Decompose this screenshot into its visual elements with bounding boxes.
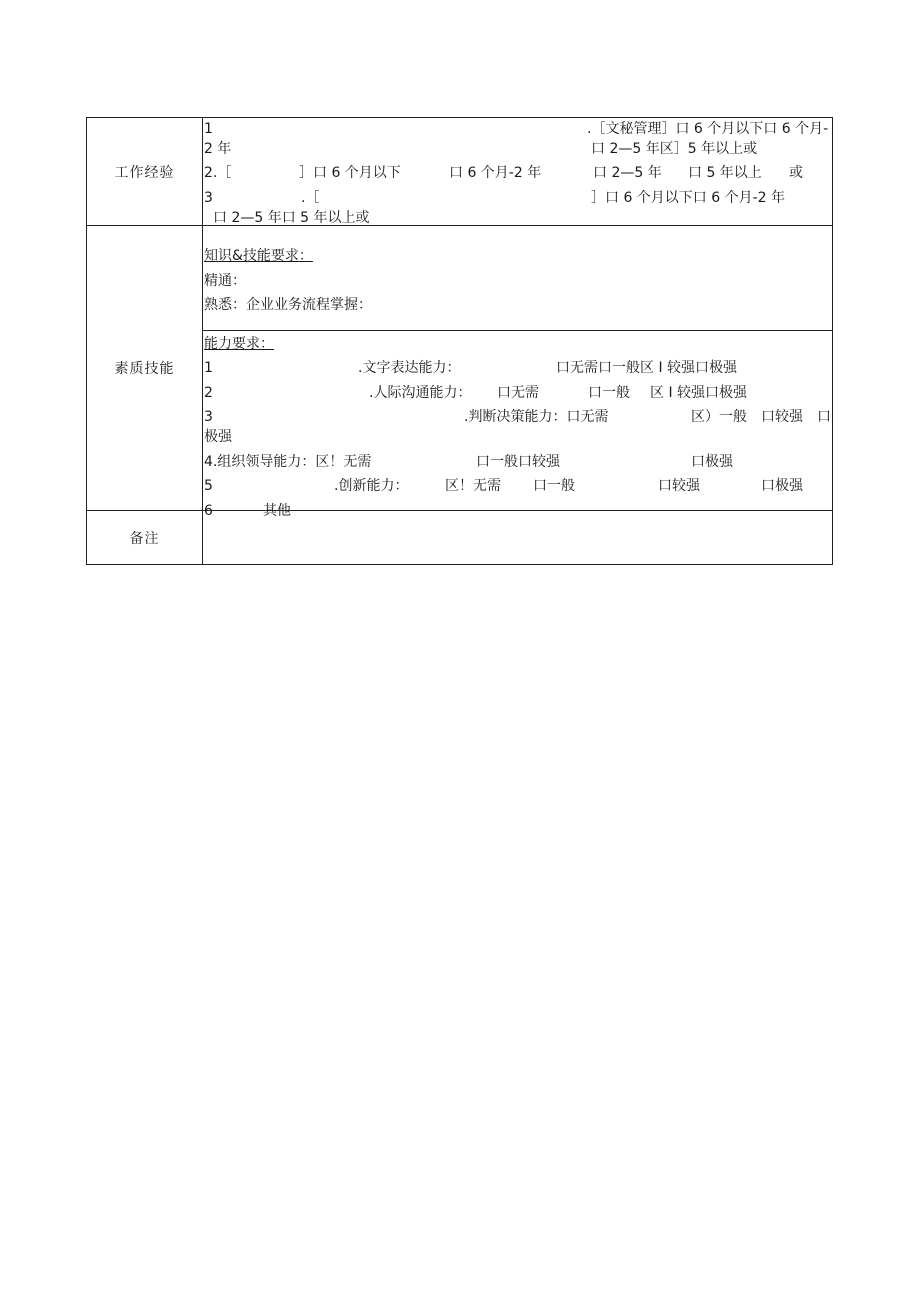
- exp-line3-opt2: 口 6 个月-2 年: [449, 165, 542, 181]
- ability-3-wrap: 极强: [204, 429, 232, 445]
- ability-4-opt1: 口一般口较强: [476, 454, 560, 470]
- ability-3-opt1: 区）一般: [691, 409, 747, 425]
- job-requirements-table: [86, 117, 833, 565]
- knowledge-heading: 知识&技能要求：: [204, 248, 313, 264]
- exp-line2-right: 口 2—5 年区］5 年以上或: [591, 141, 758, 157]
- ability-heading: 能力要求：: [204, 336, 274, 352]
- ability-1-num: 1: [204, 360, 213, 376]
- ability-3-name: .判断决策能力：口无需: [464, 409, 609, 425]
- remarks-content: [203, 511, 832, 564]
- experience-content: [203, 118, 832, 225]
- ability-2-opt1: 口无需: [497, 385, 539, 401]
- exp-line5-options: 口 2—5 年口 5 年以上或: [213, 210, 370, 226]
- exp-line3-or: 或: [789, 165, 803, 181]
- ability-2-num: 2: [204, 385, 213, 401]
- ability-1-options: 口无需口一般区 I 较强口极强: [556, 360, 738, 376]
- exp-line1-num: 1: [204, 121, 213, 137]
- ability-5-opt3: 口较强: [658, 478, 700, 494]
- skills-subdivider: [203, 330, 832, 331]
- skills-content: [203, 226, 832, 519]
- exp-line4-options: ］口 6 个月以下口 6 个月-2 年: [591, 190, 786, 206]
- ability-6-name: 其他: [263, 503, 291, 519]
- exp-line3-opt3: 口 2—5 年: [593, 165, 662, 181]
- exp-line1-text: .［文秘管理］口 6 个月以下口 6 个月-: [587, 121, 829, 137]
- ability-5-opt4: 口极强: [761, 478, 803, 494]
- skills-label: 素质技能: [87, 226, 203, 510]
- ability-3-opt3: 口: [817, 409, 831, 425]
- exp-line4-num: 3: [204, 190, 213, 206]
- exp-line3-opt4: 口 5 年以上: [688, 165, 762, 181]
- knowledge-familiar: 熟悉：企业业务流程掌握：: [204, 297, 372, 313]
- ability-2-opt3: 区 I 较强口极强: [650, 385, 748, 401]
- ability-5-opt1: 区！无需: [445, 478, 501, 494]
- ability-2-name: .人际沟通能力：: [369, 385, 472, 401]
- exp-line4-bracket: .［: [301, 190, 320, 206]
- ability-5-num: 5: [204, 478, 213, 494]
- ability-2-opt2: 口一般: [588, 385, 630, 401]
- ability-4-name: 4.组织领导能力：区！无需: [204, 454, 372, 470]
- exp-line3-num: 2.［: [204, 165, 232, 181]
- exp-line2-left: 2 年: [204, 141, 232, 157]
- exp-line3-opt1: ］口 6 个月以下: [299, 165, 401, 181]
- knowledge-proficient: 精通：: [204, 273, 246, 289]
- remarks-label: 备注: [87, 511, 203, 564]
- ability-5-name: .创新能力：: [334, 478, 409, 494]
- ability-6-num: 6: [204, 503, 213, 519]
- ability-1-name: .文字表达能力：: [358, 360, 461, 376]
- ability-4-opt2: 口极强: [691, 454, 733, 470]
- experience-label: 工作经验: [87, 118, 203, 225]
- ability-3-num: 3: [204, 409, 213, 425]
- ability-3-opt2: 口较强: [761, 409, 803, 425]
- ability-5-opt2: 口一般: [533, 478, 575, 494]
